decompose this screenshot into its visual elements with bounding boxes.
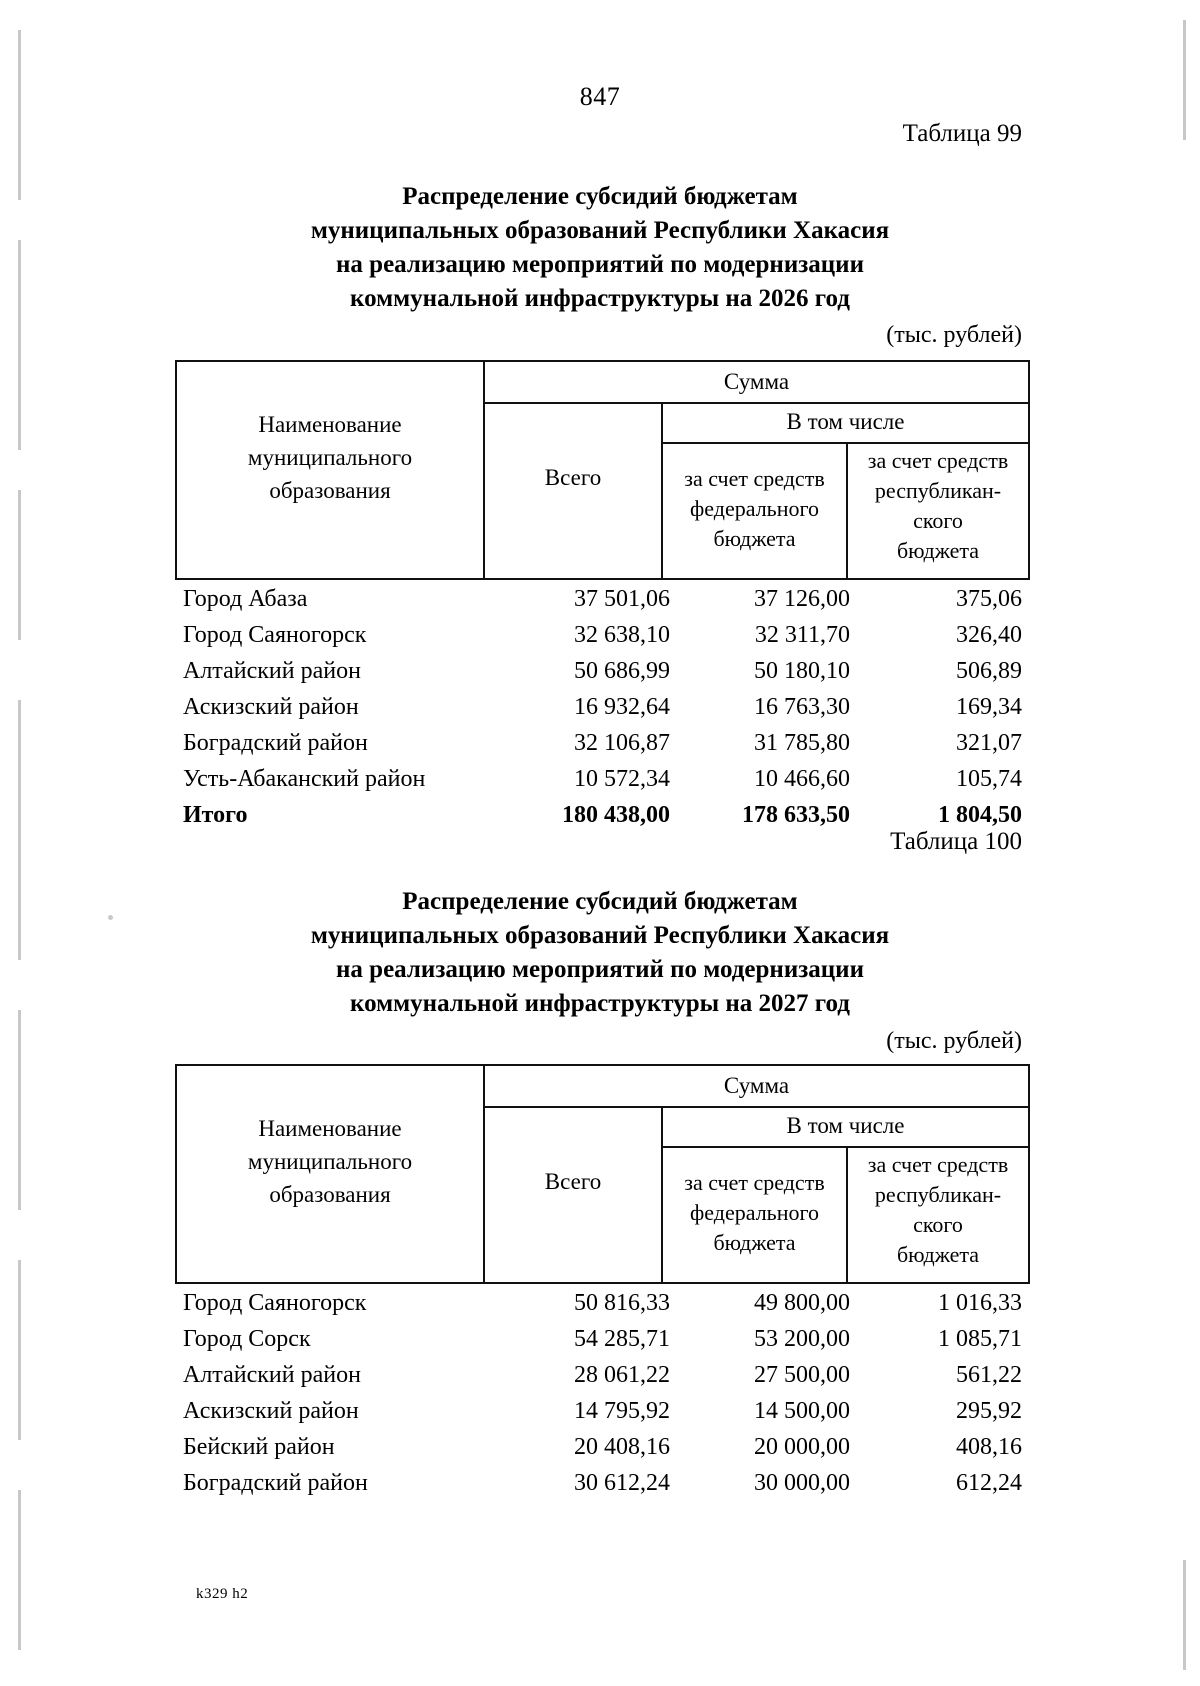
title-line: коммунальной инфраструктуры на 2026 год — [350, 285, 850, 312]
header-line: за счет средств — [867, 448, 1009, 473]
title-line: Распределение субсидий бюджетам — [402, 183, 798, 210]
header-line: образования — [269, 1181, 391, 1207]
header-line: ского — [913, 1212, 963, 1237]
scan-edge-mark — [18, 1490, 21, 1650]
cell-republican: 1 804,50 — [938, 802, 1022, 828]
table-row — [175, 730, 1030, 766]
cell-republican: 326,40 — [956, 622, 1022, 648]
header-sum: Сумма — [485, 1066, 1028, 1108]
header-line: федерального — [690, 1200, 819, 1225]
table-row — [175, 1326, 1030, 1362]
cell-republican: 321,07 — [956, 730, 1022, 756]
cell-total: 180 438,00 — [562, 802, 670, 828]
header-in-which: В том числе — [663, 402, 1028, 444]
cell-republican: 1 085,71 — [938, 1326, 1022, 1352]
table-row — [175, 586, 1030, 622]
title-line: муниципальных образований Республики Хакасия — [310, 217, 890, 244]
header-line: бюджета — [713, 1230, 796, 1255]
cell-federal: 49 800,00 — [754, 1290, 850, 1316]
header-in-which-group — [663, 402, 1028, 578]
header-source-columns — [663, 1146, 1028, 1282]
cell-municipality: Боградский район — [183, 1470, 368, 1496]
title-line: коммунальной инфраструктуры на 2027 год — [350, 990, 850, 1017]
cell-federal: 30 000,00 — [754, 1470, 850, 1496]
cell-municipality: Бейский район — [183, 1434, 335, 1460]
cell-total: 54 285,71 — [574, 1326, 670, 1352]
header-line: муниципального — [247, 444, 413, 470]
header-line: образования — [269, 477, 391, 503]
header-federal-budget — [663, 1146, 848, 1282]
cell-federal: 50 180,10 — [754, 658, 850, 684]
cell-municipality: Алтайский район — [183, 658, 361, 684]
header-republican-budget — [848, 442, 1028, 578]
table-header — [175, 360, 1030, 580]
cell-total: 32 106,87 — [574, 730, 670, 756]
table-body — [175, 1290, 1030, 1506]
table-row — [175, 1470, 1030, 1506]
header-line: за счет средств — [684, 1170, 825, 1195]
cell-municipality: Город Саяногорск — [183, 622, 367, 648]
header-line: бюджета — [896, 538, 980, 563]
scan-edge-mark — [1183, 1560, 1186, 1670]
title-line: на реализацию мероприятий по модернизации — [336, 956, 864, 983]
cell-federal: 14 500,00 — [754, 1398, 850, 1424]
cell-federal: 20 000,00 — [754, 1434, 850, 1460]
header-federal-budget — [663, 442, 848, 578]
header-line: за счет средств — [867, 1152, 1009, 1177]
header-sum-children — [485, 1106, 1028, 1282]
header-line: за счет средств — [684, 466, 825, 491]
header-sum-group — [485, 362, 1028, 578]
cell-republican: 612,24 — [956, 1470, 1022, 1496]
cell-total: 50 686,99 — [574, 658, 670, 684]
cell-federal: 32 311,70 — [754, 622, 850, 648]
table-title-99 — [0, 180, 1200, 316]
table-row — [175, 1362, 1030, 1398]
header-in-which: В том числе — [663, 1106, 1028, 1148]
subsidies-table-2026 — [175, 360, 1030, 838]
header-municipality — [177, 1066, 485, 1282]
cell-municipality: Боградский район — [183, 730, 368, 756]
cell-total: 28 061,22 — [574, 1362, 670, 1388]
scan-edge-mark — [18, 30, 21, 200]
cell-municipality: Аскизский район — [183, 1398, 359, 1424]
table-header — [175, 1064, 1030, 1284]
header-line: республикан- — [874, 478, 1002, 503]
cell-total: 50 816,33 — [574, 1290, 670, 1316]
cell-municipality: Аскизский район — [183, 694, 359, 720]
units-label-100: (тыс. рублей) — [886, 1028, 1022, 1054]
cell-federal: 178 633,50 — [742, 802, 850, 828]
cell-republican: 169,34 — [956, 694, 1022, 720]
cell-municipality: Итого — [183, 802, 248, 828]
cell-republican: 1 016,33 — [938, 1290, 1022, 1316]
cell-federal: 10 466,60 — [754, 766, 850, 792]
cell-republican: 561,22 — [956, 1362, 1022, 1388]
cell-total: 20 408,16 — [574, 1434, 670, 1460]
cell-republican: 375,06 — [956, 586, 1022, 612]
scan-edge-mark — [18, 1260, 21, 1440]
cell-total: 30 612,24 — [574, 1470, 670, 1496]
title-line: муниципальных образований Республики Хакасия — [310, 922, 890, 949]
header-line: муниципального — [247, 1148, 413, 1174]
cell-federal: 27 500,00 — [754, 1362, 850, 1388]
header-line: бюджета — [713, 526, 796, 551]
subsidies-table-2027 — [175, 1064, 1030, 1506]
cell-municipality: Город Сорск — [183, 1326, 311, 1352]
header-total: Всего — [485, 1106, 663, 1282]
cell-municipality: Усть-Абаканский район — [183, 766, 426, 792]
table-row — [175, 1290, 1030, 1326]
table-label-100: Таблица 100 — [890, 828, 1022, 855]
header-total: Всего — [485, 402, 663, 578]
scan-edge-mark — [18, 490, 21, 640]
table-row — [175, 766, 1030, 802]
header-line: ского — [913, 508, 963, 533]
cell-total: 14 795,92 — [574, 1398, 670, 1424]
cell-municipality: Город Саяногорск — [183, 1290, 367, 1316]
header-line: бюджета — [896, 1242, 980, 1267]
cell-federal: 37 126,00 — [754, 586, 850, 612]
cell-republican: 408,16 — [956, 1434, 1022, 1460]
table-row — [175, 658, 1030, 694]
cell-federal: 16 763,30 — [754, 694, 850, 720]
cell-total: 16 932,64 — [574, 694, 670, 720]
cell-republican: 506,89 — [956, 658, 1022, 684]
table-body — [175, 586, 1030, 838]
header-line: Наименование — [258, 1115, 402, 1141]
cell-total: 10 572,34 — [574, 766, 670, 792]
table-row — [175, 622, 1030, 658]
header-line: федерального — [690, 496, 819, 521]
title-line: Распределение субсидий бюджетам — [402, 888, 798, 915]
scan-edge-mark — [1183, 20, 1186, 140]
table-row — [175, 1398, 1030, 1434]
cell-total: 32 638,10 — [574, 622, 670, 648]
header-line: Наименование — [258, 411, 402, 437]
cell-republican: 105,74 — [956, 766, 1022, 792]
scan-edge-mark — [18, 1010, 21, 1210]
cell-republican: 295,92 — [956, 1398, 1022, 1424]
header-source-columns — [663, 442, 1028, 578]
header-line: республикан- — [874, 1182, 1002, 1207]
cell-federal: 53 200,00 — [754, 1326, 850, 1352]
footer-code: k329 h2 — [196, 1586, 249, 1602]
cell-municipality: Алтайский район — [183, 1362, 361, 1388]
header-republican-budget — [848, 1146, 1028, 1282]
header-sum-group — [485, 1066, 1028, 1282]
table-row — [175, 1434, 1030, 1470]
header-municipality — [177, 362, 485, 578]
page-number: 847 — [579, 82, 621, 111]
header-sum: Сумма — [485, 362, 1028, 404]
units-label-99: (тыс. рублей) — [886, 322, 1022, 348]
table-row — [175, 694, 1030, 730]
cell-municipality: Город Абаза — [183, 586, 308, 612]
header-sum-children — [485, 402, 1028, 578]
table-title-100 — [0, 885, 1200, 1021]
cell-total: 37 501,06 — [574, 586, 670, 612]
header-in-which-group — [663, 1106, 1028, 1282]
table-label-99: Таблица 99 — [902, 120, 1022, 147]
cell-federal: 31 785,80 — [754, 730, 850, 756]
title-line: на реализацию мероприятий по модернизации — [336, 251, 864, 278]
